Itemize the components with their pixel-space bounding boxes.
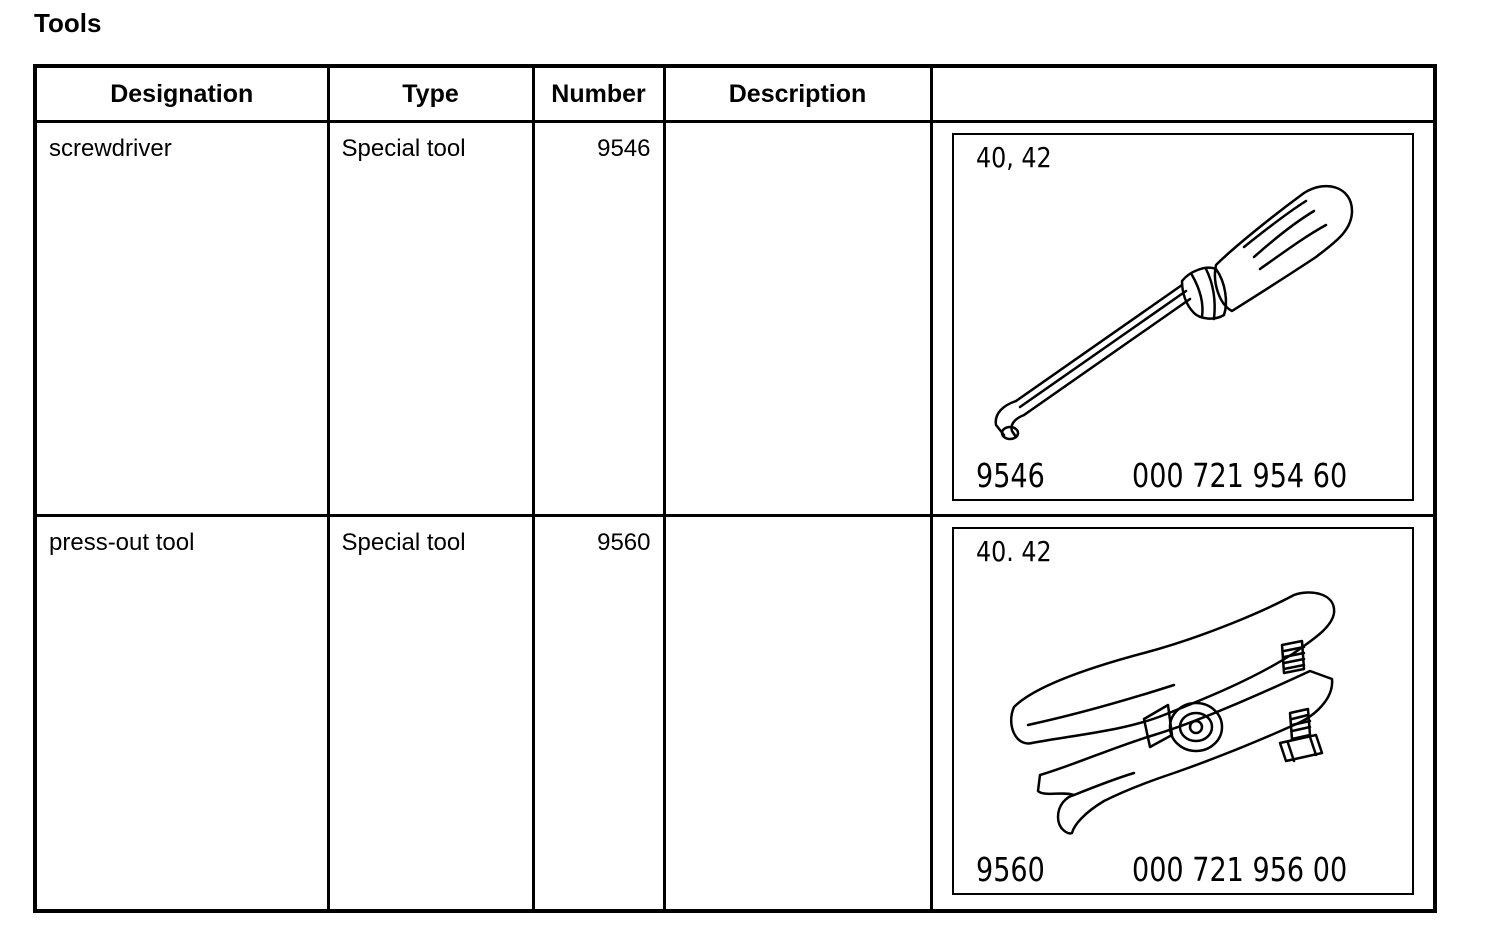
column-header-number: Number [533,66,664,122]
cell-type: Special tool [328,516,533,911]
figure-tool-number: 9546 [975,456,1045,495]
screwdriver-illustration-icon [954,135,1413,501]
column-header-designation: Designation [35,66,328,122]
figure-tool-number: 9560 [975,850,1045,890]
table-header-row [35,66,1435,122]
cell-type: Special tool [328,122,533,516]
column-header-type: Type [328,66,533,122]
tool-figure-frame [952,527,1415,895]
cell-number: 9560 [533,516,664,911]
page-title: Tools [34,8,102,38]
tool-figure-frame [952,133,1415,501]
press-out-tool-illustration-icon [954,529,1413,895]
figure-part-number: 000 721 956 00 [1131,850,1347,890]
cell-description [664,122,931,516]
figure-part-number: 000 721 954 60 [1131,456,1347,495]
table-row [35,516,1435,911]
cell-figure [931,516,1435,911]
tools-table [33,64,1437,913]
column-header-description: Description [664,66,931,122]
table-row [35,122,1435,516]
column-header-figure [931,66,1435,122]
cell-designation: press-out tool [35,516,328,911]
figure-reference: 40. 42 [975,535,1052,569]
cell-designation: screwdriver [35,122,328,516]
cell-number: 9546 [533,122,664,516]
cell-figure [931,122,1435,516]
figure-reference: 40, 42 [975,141,1052,174]
cell-description [664,516,931,911]
